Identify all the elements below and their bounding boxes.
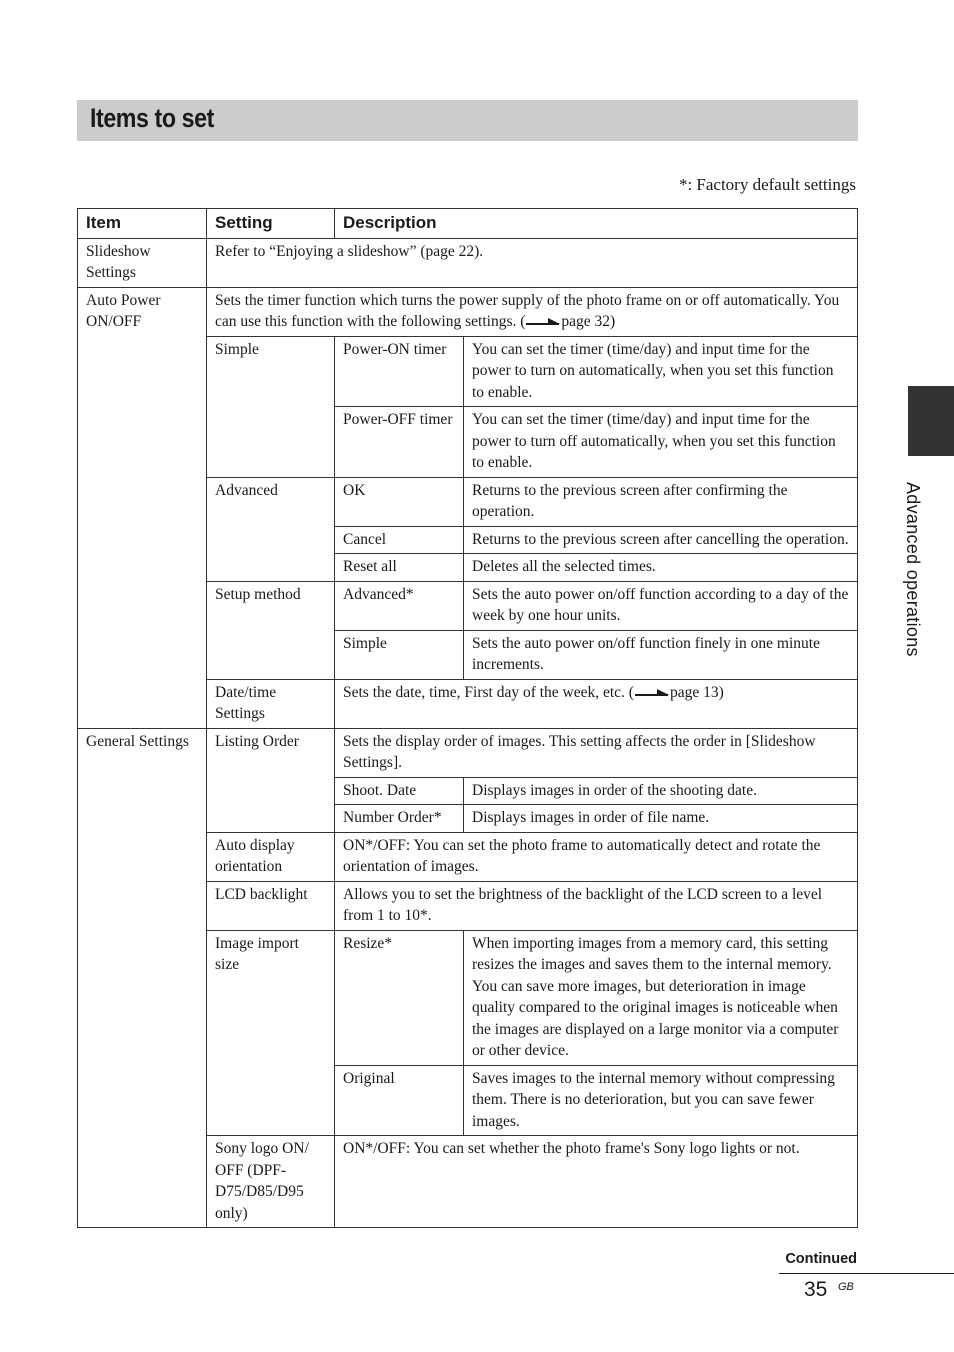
number-order-desc: Displays images in order of file name.: [464, 805, 858, 833]
power-off-timer-desc: You can set the timer (time/day) and input time for the power to turn off automatically, when you set this function to enable.: [464, 407, 858, 478]
power-off-timer-label: Power-OFF timer: [335, 407, 464, 478]
setup-simple-desc: Sets the auto power on/off function finely in one minute increments.: [464, 630, 858, 679]
table-row: [78, 728, 858, 777]
setting-sony-logo: Sony logo ON/ OFF (DPF-D75/D85/D95 only): [207, 1136, 335, 1228]
setup-simple-label: Simple: [335, 630, 464, 679]
setting-setup-method: Setup method: [207, 581, 335, 679]
reset-all-label: Reset all: [335, 554, 464, 582]
section-side-label: Advanced operations: [903, 482, 923, 657]
auto-power-page-ref: page 32): [561, 313, 616, 330]
slideshow-desc: Refer to “Enjoying a slideshow” (page 22).: [207, 238, 858, 287]
cancel-label: Cancel: [335, 526, 464, 554]
ok-desc: Returns to the previous screen after confirming the operation.: [464, 477, 858, 526]
power-on-timer-desc: You can set the timer (time/day) and input time for the power to turn on automatically, when you set this function to enable.: [464, 336, 858, 407]
number-order-label: Number Order*: [335, 805, 464, 833]
item-auto-power: Auto Power ON/OFF: [78, 287, 207, 728]
auto-display-desc: ON*/OFF: You can set the photo frame to automatically detect and rotate the orientation of images.: [335, 832, 858, 881]
setting-auto-display: Auto display orientation: [207, 832, 335, 881]
page-suffix: GB: [838, 1281, 854, 1293]
cancel-desc: Returns to the previous screen after cancelling the operation.: [464, 526, 858, 554]
continued-label: Continued: [785, 1251, 857, 1267]
table-header-row: [78, 209, 858, 239]
datetime-desc-text: Sets the date, time, First day of the week, etc. (: [343, 683, 634, 701]
header-setting: Setting: [207, 209, 335, 239]
original-label: Original: [335, 1065, 464, 1136]
setting-image-import: Image import size: [207, 930, 335, 1136]
reset-all-desc: Deletes all the selected times.: [464, 554, 858, 582]
footer-rule: [779, 1273, 954, 1274]
table-row: [78, 287, 858, 336]
setting-lcd-backlight: LCD backlight: [207, 881, 335, 930]
lcd-backlight-desc: Allows you to set the brightness of the backlight of the LCD screen to a level from 1 to 10*.: [335, 881, 858, 930]
listing-order-desc: Sets the display order of images. This setting affects the order in [Slideshow Settings].: [335, 728, 858, 777]
original-desc: Saves images to the internal memory without compressing them. There is no deterioration, but you can save fewer images.: [464, 1065, 858, 1136]
arrow-icon: [526, 317, 560, 327]
item-general: General Settings: [78, 728, 207, 1228]
setting-listing-order: Listing Order: [207, 728, 335, 832]
factory-default-note: *: Factory default settings: [678, 175, 856, 194]
ok-label: OK: [335, 477, 464, 526]
resize-label: Resize*: [335, 930, 464, 1065]
arrow-icon: [635, 688, 669, 698]
page-title: Items to set: [90, 103, 214, 133]
setup-advanced-desc: Sets the auto power on/off function according to a day of the week by one hour units.: [464, 581, 858, 630]
resize-desc: When importing images from a memory card, this setting resizes the images and saves them to the internal memory. You can save more images, but deterioration in image quality compared to the original images is noticeable when the images are displayed on a large monitor via a computer or other device.: [464, 930, 858, 1065]
auto-power-desc-text: Sets the timer function which turns the power supply of the photo frame on or off automatically. You can use this function with the following settings. (: [215, 291, 840, 330]
shoot-date-label: Shoot. Date: [335, 777, 464, 805]
header-description: Description: [335, 209, 858, 239]
setup-advanced-label: Advanced*: [335, 581, 464, 630]
section-title-bar: [77, 100, 858, 141]
header-item: Item: [78, 209, 207, 239]
power-on-timer-label: Power-ON timer: [335, 336, 464, 407]
item-slideshow: Slideshow Settings: [78, 238, 207, 287]
table-row: [78, 238, 858, 287]
section-tab-marker: [908, 386, 954, 456]
auto-power-desc: [207, 287, 858, 336]
sony-logo-desc: ON*/OFF: You can set whether the photo frame's Sony logo lights or not.: [335, 1136, 858, 1228]
setting-advanced: Advanced: [207, 477, 335, 581]
item-datetime: Date/time Settings: [207, 679, 335, 728]
page-number: 35: [804, 1278, 828, 1301]
setting-simple: Simple: [207, 336, 335, 477]
datetime-page-ref: page 13): [669, 683, 724, 701]
shoot-date-desc: Displays images in order of the shooting date.: [464, 777, 858, 805]
datetime-desc: [335, 679, 858, 728]
settings-table: [77, 208, 858, 1228]
